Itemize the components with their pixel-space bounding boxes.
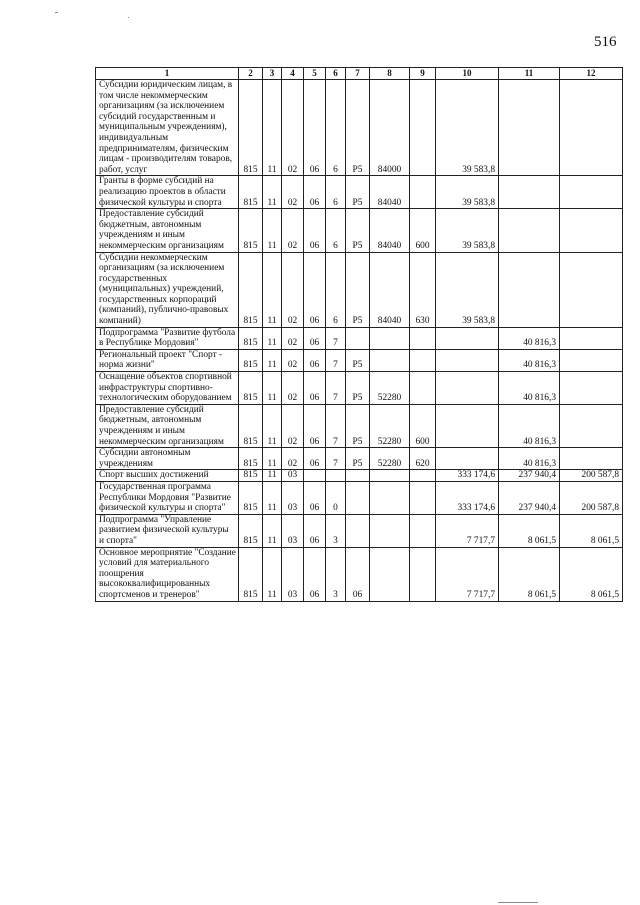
cell-admin-code: 815 (239, 404, 263, 447)
cell-section: 11 (263, 470, 282, 482)
cell-description: Предоставление субсидий бюджетным, автономным учреждениям и иным некоммерческим организациям (96, 209, 239, 252)
cell-expense-code (370, 481, 410, 514)
cell-subsection: 02 (282, 209, 304, 252)
cell-description: Субсидии юридическим лицам, в том числе некоммерческим организациям (за исключением субсидий государственным и муниципальным учреждениям), индивидуальным предпринимателям, физическим лицам - производителям товаров, работ, услуг (96, 80, 239, 176)
column-header: 10 (436, 68, 499, 80)
scan-mark (128, 17, 129, 18)
scan-mark (498, 902, 538, 903)
cell-description: Основное мероприятие "Создание условий для материального поощрения высококвалифицированных спортсменов и тренеров" (96, 547, 239, 601)
cell-direction: P5 (346, 448, 370, 470)
cell-program: 06 (304, 80, 326, 176)
table-row (96, 372, 623, 405)
cell-expense-type (410, 349, 436, 371)
cell-subprogram: 7 (326, 372, 346, 405)
cell-subsection: 02 (282, 252, 304, 327)
table-row (96, 252, 623, 327)
table-row (96, 327, 623, 349)
column-header: 7 (346, 68, 370, 80)
cell-program: 06 (304, 327, 326, 349)
cell-amount-2022 (499, 252, 560, 327)
cell-expense-type: 620 (410, 448, 436, 470)
cell-expense-type (410, 481, 436, 514)
cell-amount-2023 (560, 80, 623, 176)
cell-amount-2021 (436, 448, 499, 470)
cell-amount-2022: 237 940,4 (499, 481, 560, 514)
cell-amount-2022: 40 816,3 (499, 327, 560, 349)
budget-table (95, 67, 623, 602)
cell-amount-2023 (560, 372, 623, 405)
cell-direction: P5 (346, 80, 370, 176)
cell-expense-code: 52280 (370, 448, 410, 470)
cell-expense-type: 630 (410, 252, 436, 327)
cell-program: 06 (304, 404, 326, 447)
cell-description: Подпрограмма "Развитие футбола в Республике Мордовия" (96, 327, 239, 349)
cell-amount-2023 (560, 404, 623, 447)
cell-subsection: 03 (282, 514, 304, 547)
cell-amount-2021: 39 583,8 (436, 80, 499, 176)
cell-admin-code: 815 (239, 372, 263, 405)
cell-program: 06 (304, 349, 326, 371)
cell-subprogram: 6 (326, 80, 346, 176)
cell-section: 11 (263, 547, 282, 601)
cell-program: 06 (304, 372, 326, 405)
cell-program (304, 470, 326, 482)
cell-admin-code: 815 (239, 547, 263, 601)
column-header: 3 (263, 68, 282, 80)
cell-expense-type (410, 470, 436, 482)
cell-amount-2022: 8 061,5 (499, 514, 560, 547)
cell-direction: P5 (346, 252, 370, 327)
column-header: 6 (326, 68, 346, 80)
cell-expense-code (370, 470, 410, 482)
table-row (96, 80, 623, 176)
cell-program: 06 (304, 514, 326, 547)
cell-expense-code (370, 327, 410, 349)
cell-amount-2022: 40 816,3 (499, 448, 560, 470)
cell-subprogram: 7 (326, 349, 346, 371)
cell-subsection: 02 (282, 176, 304, 209)
cell-program: 06 (304, 448, 326, 470)
cell-amount-2021: 7 717,7 (436, 514, 499, 547)
cell-section: 11 (263, 448, 282, 470)
cell-expense-type (410, 514, 436, 547)
column-header: 1 (96, 68, 239, 80)
cell-direction (346, 514, 370, 547)
cell-expense-type: 600 (410, 209, 436, 252)
cell-program: 06 (304, 547, 326, 601)
cell-section: 11 (263, 252, 282, 327)
cell-expense-code (370, 514, 410, 547)
table-row (96, 547, 623, 601)
cell-amount-2023 (560, 252, 623, 327)
column-header: 9 (410, 68, 436, 80)
cell-amount-2023 (560, 327, 623, 349)
cell-admin-code: 815 (239, 252, 263, 327)
cell-program: 06 (304, 176, 326, 209)
cell-expense-type (410, 547, 436, 601)
cell-section: 11 (263, 514, 282, 547)
cell-subprogram: 7 (326, 404, 346, 447)
cell-amount-2021: 39 583,8 (436, 176, 499, 209)
cell-subsection: 02 (282, 404, 304, 447)
scan-mark (55, 12, 58, 13)
cell-expense-code: 84040 (370, 209, 410, 252)
cell-amount-2023: 200 587,8 (560, 470, 623, 482)
cell-direction: P5 (346, 176, 370, 209)
cell-direction: P5 (346, 372, 370, 405)
column-header: 4 (282, 68, 304, 80)
cell-amount-2022: 237 940,4 (499, 470, 560, 482)
cell-description: Гранты в форме субсидий на реализацию проектов в области физической культуры и спорта (96, 176, 239, 209)
cell-expense-code (370, 547, 410, 601)
cell-amount-2023 (560, 209, 623, 252)
cell-subprogram: 6 (326, 209, 346, 252)
cell-direction: P5 (346, 404, 370, 447)
cell-expense-code: 52280 (370, 372, 410, 405)
table-row (96, 470, 623, 482)
cell-subsection: 02 (282, 327, 304, 349)
cell-subprogram: 7 (326, 448, 346, 470)
cell-amount-2023: 200 587,8 (560, 481, 623, 514)
cell-subprogram: 0 (326, 481, 346, 514)
cell-direction (346, 481, 370, 514)
cell-subsection: 03 (282, 470, 304, 482)
cell-expense-type (410, 327, 436, 349)
cell-program: 06 (304, 252, 326, 327)
cell-admin-code: 815 (239, 209, 263, 252)
cell-subprogram: 3 (326, 514, 346, 547)
table-row (96, 349, 623, 371)
cell-amount-2023: 8 061,5 (560, 514, 623, 547)
cell-direction: P5 (346, 349, 370, 371)
cell-subsection: 03 (282, 481, 304, 514)
table-row (96, 209, 623, 252)
cell-description: Субсидии автономным учреждениям (96, 448, 239, 470)
cell-subsection: 02 (282, 372, 304, 405)
cell-amount-2022 (499, 80, 560, 176)
cell-program: 06 (304, 481, 326, 514)
cell-amount-2021: 333 174,6 (436, 470, 499, 482)
cell-section: 11 (263, 209, 282, 252)
cell-admin-code: 815 (239, 80, 263, 176)
cell-amount-2022 (499, 176, 560, 209)
cell-amount-2021 (436, 349, 499, 371)
cell-subsection: 02 (282, 80, 304, 176)
cell-amount-2021: 39 583,8 (436, 252, 499, 327)
cell-amount-2021 (436, 372, 499, 405)
cell-amount-2021: 39 583,8 (436, 209, 499, 252)
cell-description: Подпрограмма "Управление развитием физической культуры и спорта" (96, 514, 239, 547)
cell-expense-type: 600 (410, 404, 436, 447)
header-row (96, 68, 623, 80)
cell-admin-code: 815 (239, 514, 263, 547)
cell-admin-code: 815 (239, 448, 263, 470)
cell-amount-2022: 8 061,5 (499, 547, 560, 601)
cell-subprogram: 7 (326, 327, 346, 349)
cell-direction (346, 327, 370, 349)
cell-section: 11 (263, 481, 282, 514)
cell-section: 11 (263, 404, 282, 447)
cell-direction (346, 470, 370, 482)
cell-amount-2023 (560, 176, 623, 209)
cell-program: 06 (304, 209, 326, 252)
table-row (96, 176, 623, 209)
cell-direction: P5 (346, 209, 370, 252)
cell-expense-type (410, 80, 436, 176)
cell-admin-code: 815 (239, 327, 263, 349)
cell-section: 11 (263, 327, 282, 349)
cell-expense-code: 84040 (370, 176, 410, 209)
cell-description: Государственная программа Республики Мордовия "Развитие физической культуры и спорта" (96, 481, 239, 514)
cell-amount-2022: 40 816,3 (499, 372, 560, 405)
cell-section: 11 (263, 80, 282, 176)
cell-description: Спорт высших достижений (96, 470, 239, 482)
cell-section: 11 (263, 372, 282, 405)
column-header: 5 (304, 68, 326, 80)
cell-direction: 06 (346, 547, 370, 601)
cell-subsection: 03 (282, 547, 304, 601)
table-row (96, 481, 623, 514)
cell-section: 11 (263, 176, 282, 209)
cell-amount-2022: 40 816,3 (499, 404, 560, 447)
cell-subsection: 02 (282, 448, 304, 470)
cell-description: Региональный проект "Спорт - норма жизни" (96, 349, 239, 371)
cell-expense-code: 52280 (370, 404, 410, 447)
cell-admin-code: 815 (239, 470, 263, 482)
cell-subprogram: 6 (326, 252, 346, 327)
cell-amount-2021: 333 174,6 (436, 481, 499, 514)
cell-amount-2021: 7 717,7 (436, 547, 499, 601)
cell-subprogram (326, 470, 346, 482)
cell-expense-type (410, 372, 436, 405)
table-row (96, 404, 623, 447)
cell-amount-2023 (560, 349, 623, 371)
column-header: 2 (239, 68, 263, 80)
cell-expense-code: 84000 (370, 80, 410, 176)
cell-admin-code: 815 (239, 349, 263, 371)
cell-expense-code: 84040 (370, 252, 410, 327)
column-header: 8 (370, 68, 410, 80)
cell-expense-type (410, 176, 436, 209)
column-header: 12 (560, 68, 623, 80)
cell-admin-code: 815 (239, 176, 263, 209)
page-number: 516 (594, 34, 617, 50)
cell-subsection: 02 (282, 349, 304, 371)
cell-subprogram: 6 (326, 176, 346, 209)
cell-description: Предоставление субсидий бюджетным, автономным учреждениям и иным некоммерческим организациям (96, 404, 239, 447)
cell-description: Оснащение объектов спортивной инфраструктуры спортивно-технологическим оборудованием (96, 372, 239, 405)
table-row (96, 514, 623, 547)
table-row (96, 448, 623, 470)
cell-amount-2022 (499, 209, 560, 252)
cell-amount-2023 (560, 448, 623, 470)
cell-expense-code (370, 349, 410, 371)
cell-admin-code: 815 (239, 481, 263, 514)
cell-amount-2022: 40 816,3 (499, 349, 560, 371)
cell-amount-2021 (436, 327, 499, 349)
cell-amount-2023: 8 061,5 (560, 547, 623, 601)
cell-description: Субсидии некоммерческим организациям (за исключением государственных (муниципальных) учреждений, государственных корпораций (компаний), публично-правовых компаний) (96, 252, 239, 327)
cell-amount-2021 (436, 404, 499, 447)
cell-subprogram: 3 (326, 547, 346, 601)
cell-section: 11 (263, 349, 282, 371)
column-header: 11 (499, 68, 560, 80)
